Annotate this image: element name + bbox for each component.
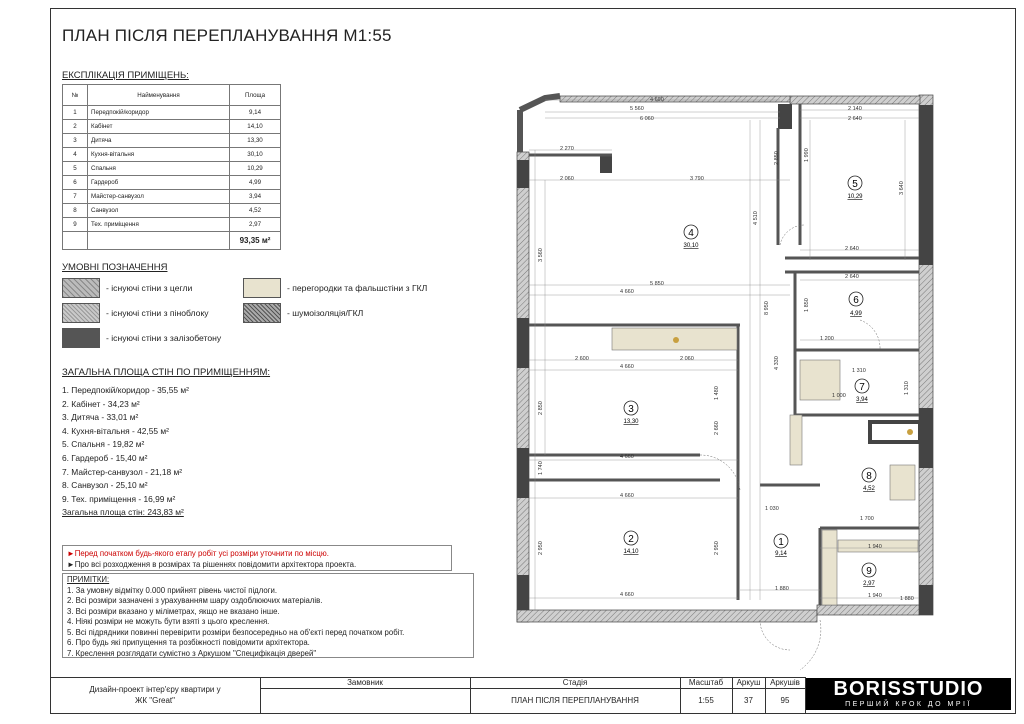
dim-label: 6 060 [640,116,654,122]
dim-label: 8 950 [764,301,770,315]
dim-label: 4 660 [620,592,634,598]
list-item: 8. Санвузол - 25,10 м² [62,480,148,491]
room-7-label [855,379,869,403]
page-title: ПЛАН ПІСЛЯ ПЕРЕПЛАНУВАННЯ М1:55 [62,26,392,45]
stage-value: ПЛАН ПІСЛЯ ПЕРЕПЛАНУВАННЯ [511,696,639,705]
row-area: 4,52 [230,204,281,218]
row-name: Тех. приміщення [88,218,230,232]
dim-label: 1 940 [868,544,882,550]
sheets-value: 95 [780,696,790,705]
dim-label: 1 850 [804,298,810,312]
svg-text:9: 9 [866,566,872,577]
explication-heading: ЕКСПЛІКАЦІЯ ПРИМІЩЕНЬ: [62,70,189,81]
row-name: Кабінет [88,120,230,134]
stage-label: Стадія [562,678,588,687]
row-number: 7 [63,190,88,204]
room-1-label [774,534,788,557]
col-area-header: Площа [230,85,281,106]
list-item: 7. Креслення розглядати сумістно з Аркушом "Специфікація дверей" [67,648,317,658]
dim-label: 1 030 [765,506,779,512]
sheets-label: Аркушів [770,678,800,687]
dim-label: 1 990 [804,148,810,162]
dim-label: 4 660 [620,289,634,295]
row-name: Гардероб [88,176,230,190]
svg-text:4,99: 4,99 [850,311,862,317]
notes-heading: ПРИМІТКИ: [67,575,110,584]
row-name: Санвузол [88,204,230,218]
dimension-lines [529,100,919,610]
dim-label: 2 850 [774,151,780,165]
dim-label: 2 640 [845,274,859,280]
svg-text:9,14: 9,14 [775,551,787,557]
dim-label: 1 200 [820,336,834,342]
list-item: 6. Гардероб - 15,40 м² [62,452,148,463]
room-5-label [847,176,863,200]
row-area: 13,30 [230,134,281,148]
svg-text:1: 1 [778,537,784,548]
project-name-line2: ЖК "Great" [135,696,175,705]
scale-label: Масштаб [688,678,724,687]
room-2-label [623,531,639,555]
dim-label: 1 700 [860,516,874,522]
list-item: 1. Передпокій/коридор - 35,55 м² [62,385,189,395]
list-item: 3. Всі розміри вказано у міліметрах, якщо не вказано інше. [67,606,280,616]
dim-label: 3 560 [538,248,544,262]
dim-label: 1 740 [538,461,544,475]
row-area: 3,94 [230,190,281,204]
svg-text:13,30: 13,30 [623,419,639,425]
list-item: 4. Кухня-вітальня - 42,55 м² [62,425,169,436]
room-6-label [849,292,863,317]
list-item: 2. Всі розміри зазначені з урахуванням шару оздоблюючих матеріалів. [67,596,323,605]
row-area: 4,99 [230,176,281,190]
list-item: 5. Всі підрядники повинні перевірити розміри безпосередньо на об'єкті перед початком робіт. [67,627,405,637]
row-number: 8 [63,204,88,218]
scale-value: 1:55 [698,696,714,705]
room-4-label [683,225,699,249]
dim-label: 2 060 [560,176,574,182]
col-number-header: № [63,85,88,106]
dim-label: 2 600 [575,356,589,362]
svg-text:7: 7 [859,382,865,393]
row-name: Дитяча [88,134,230,148]
row-number: 5 [63,162,88,176]
dim-label: 2 950 [714,541,720,555]
svg-text:30,10: 30,10 [683,243,699,249]
row-area: 2,97 [230,218,281,232]
dim-label: 1 880 [900,596,914,602]
legend-heading: УМОВНІ ПОЗНАЧЕННЯ [62,262,168,273]
row-area: 9,14 [230,106,281,120]
dim-label: 2 850 [538,401,544,415]
list-item: 6. Про будь які припущення та розбіжності повідомити архітектора. [67,638,310,647]
svg-text:6: 6 [853,295,859,306]
legend-label: - існуючі стіни з цегли [106,283,193,293]
total-area: 93,35 м² [230,232,281,250]
svg-text:2: 2 [628,534,634,545]
room-3-label [623,401,639,425]
logo-tagline: ПЕРШИЙ КРОК ДО МРІЇ [845,701,972,708]
dim-label: 2 950 [538,541,544,555]
dim-label: 3 790 [690,176,704,182]
list-item: 5. Спальня - 19,82 м² [62,439,145,450]
project-name-line1: Дизайн-проект інтер'єру квартири у [89,685,221,694]
row-name: Кухня-вітальня [88,148,230,162]
row-area: 10,29 [230,162,281,176]
legend-label: - шумоізоляція/ГКЛ [287,308,364,318]
dim-label: 5 850 [650,281,664,287]
list-item: 4. Ніякі розміри не можуть бути взяті з цього креслення. [67,617,270,626]
row-area: 14,10 [230,120,281,134]
dim-label: 5 560 [630,106,644,112]
svg-text:8: 8 [866,471,872,482]
col-name-header: Найменування [88,85,230,106]
sheet-label: Аркуш [736,678,761,687]
dim-label: 2 640 [845,246,859,252]
dim-label: 4 330 [774,356,780,370]
dim-label: 4 660 [620,364,634,370]
row-name: Спальня [88,162,230,176]
row-number: 9 [63,218,88,232]
dim-label: 4 510 [753,211,759,225]
room-9-label [862,563,876,587]
dim-label: 4 660 [620,493,634,499]
dim-label: 1 310 [852,368,866,374]
dim-label: 4 660 [620,454,634,460]
row-number: 6 [63,176,88,190]
warning-line: ►Про всі розходження в розмірах та рішеннях повідомити архітектора проекта. [67,560,357,569]
sheet-value: 37 [744,696,753,705]
dim-label: 1 310 [904,381,910,395]
list-item: 1. За умовну відмітку 0.000 прийнят рівень чистої підлоги. [67,585,278,595]
dim-label: 2 660 [714,421,720,435]
studio-logo [806,678,1011,710]
row-number: 3 [63,134,88,148]
legend-label: - перегородки та фальшстіни з ГКЛ [287,283,428,293]
warning-line: ►Перед початком будь-якого етапу робіт усі розміри уточнити по місцю. [67,549,329,558]
list-item: 2. Кабінет - 34,23 м² [62,398,140,409]
dim-label: 1 480 [714,386,720,400]
dim-label: 1 000 [832,393,846,399]
svg-text:14,10: 14,10 [623,549,639,555]
dim-label: 2 140 [848,106,862,112]
dim-label: 1 880 [775,586,789,592]
dim-label: 3 640 [899,181,905,195]
svg-text:3,94: 3,94 [856,397,868,403]
row-name: Майстер-санвузол [88,190,230,204]
row-name: Передпокій/коридор [88,106,230,120]
svg-text:3: 3 [628,404,634,415]
walls-total: Загальна площа стін: 243,83 м² [62,507,184,518]
svg-text:5: 5 [852,179,858,190]
list-item: 3. Дитяча - 33,01 м² [62,412,139,423]
svg-text:10,29: 10,29 [847,194,863,200]
row-area: 30,10 [230,148,281,162]
row-number: 4 [63,148,88,162]
walls-heading: ЗАГАЛЬНА ПЛОЩА СТІН ПО ПРИМІЩЕННЯМ: [62,367,271,378]
logo-name: BORISSTUDIO [833,678,984,700]
row-number: 2 [63,120,88,134]
dim-label: 4 690 [650,97,664,103]
svg-text:4,52: 4,52 [863,486,875,492]
list-item: 7. Майстер-санвузол - 21,18 м² [62,466,183,477]
svg-text:4: 4 [688,228,694,239]
dim-label: 1 940 [868,593,882,599]
legend-label: - існуючі стіни з піноблоку [106,308,209,318]
customer-label: Замовник [347,678,383,687]
dim-label: 2 270 [560,146,574,152]
legend-label: - існуючі стіни з залізобетону [106,333,222,343]
dim-label: 2 640 [848,116,862,122]
corner-bay [520,96,560,152]
row-number: 1 [63,106,88,120]
room-8-label [862,468,876,492]
list-item: 9. Тех. приміщення - 16,99 м² [62,493,176,504]
dim-label: 2 060 [680,356,694,362]
svg-text:2,97: 2,97 [863,581,875,587]
